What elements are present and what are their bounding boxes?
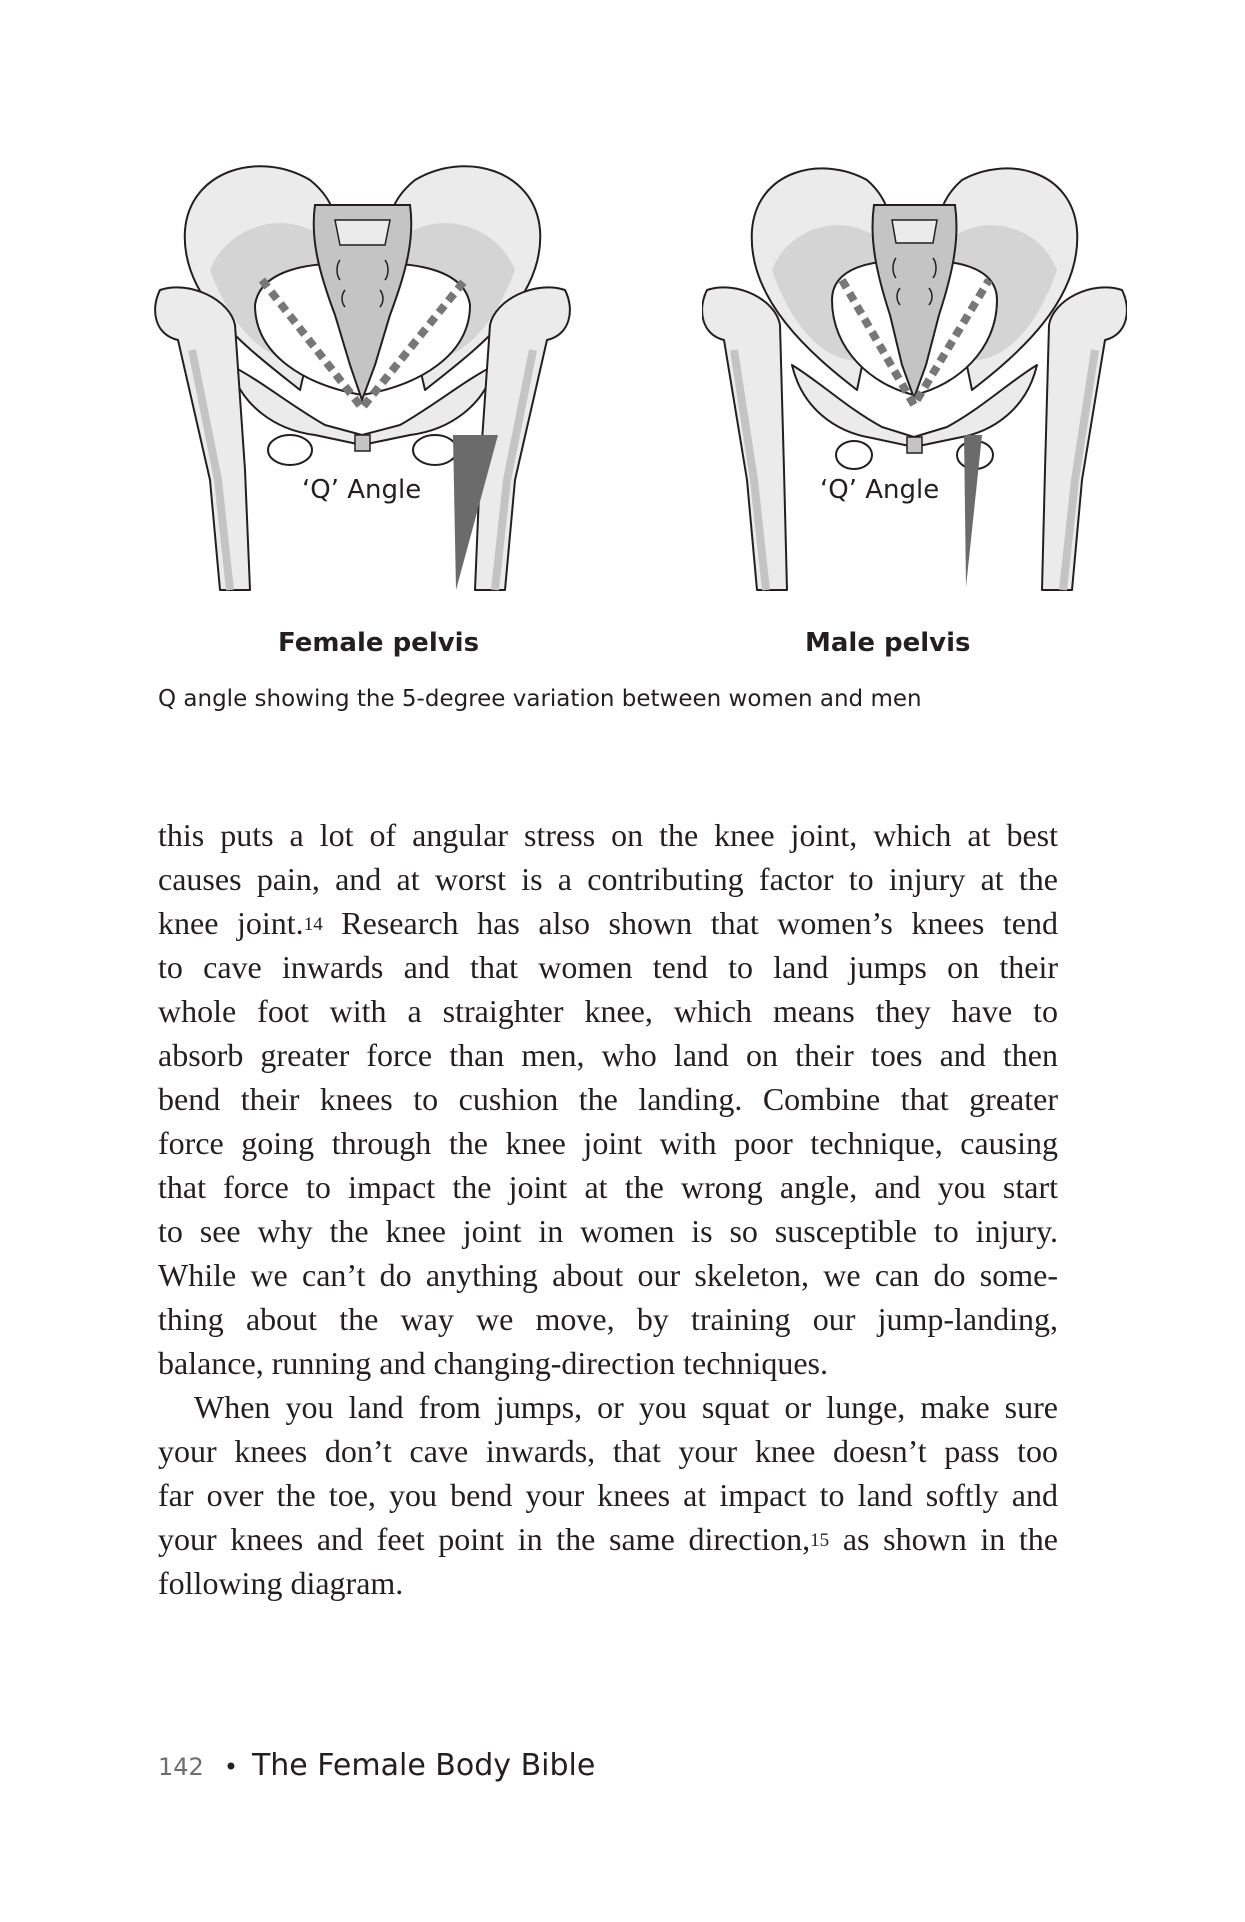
text-line: balance, running and changing-direction techniques. bbox=[158, 1345, 828, 1381]
text-line: whole foot with a straighter knee, which means they have to bbox=[158, 993, 1058, 1029]
page-footer bbox=[158, 1748, 595, 1783]
text-line: While we can’t do anything about our skeleton, we can do some- bbox=[158, 1257, 1058, 1293]
female-q-angle-label: ‘Q’ Angle bbox=[302, 475, 422, 505]
male-pelvis-title: Male pelvis bbox=[805, 628, 971, 658]
text-line: to cave inwards and that women tend to land jumps on their bbox=[158, 949, 1058, 985]
text-line: this puts a lot of angular stress on the knee joint, which at best bbox=[158, 817, 1058, 853]
text-line: absorb greater force than men, who land on their toes and then bbox=[158, 1037, 1058, 1073]
page-number: 142 bbox=[158, 1753, 204, 1781]
female-pelvis-figure bbox=[150, 150, 575, 605]
footnote-ref: 15 bbox=[810, 1530, 830, 1551]
text-line: following diagram. bbox=[158, 1565, 404, 1601]
male-q-angle-wedge bbox=[964, 435, 982, 587]
text-line: that force to impact the joint at the wrong angle, and you start bbox=[158, 1169, 1058, 1205]
female-pelvis-illustration bbox=[150, 150, 575, 605]
book-title: The Female Body Bible bbox=[251, 1748, 596, 1783]
male-pelvis-illustration bbox=[702, 150, 1127, 605]
text-line: force going through the knee joint with poor technique, causing bbox=[158, 1125, 1058, 1161]
footer-bullet: • bbox=[223, 1753, 238, 1781]
text-line: far over the toe, you bend your knees at impact to land softly and bbox=[158, 1477, 1058, 1513]
text-line: bend their knees to cushion the landing. Combine that greater bbox=[158, 1081, 1058, 1117]
text-line: knee joint.$^{14}$ Research has also shown that women’s knees tend bbox=[158, 905, 1059, 941]
text-line: When you land from jumps, or you squat or lunge, make sure bbox=[194, 1389, 1058, 1425]
female-pelvis-title: Female pelvis bbox=[278, 628, 480, 658]
figure-caption: Q angle showing the 5-degree variation between women and men bbox=[158, 686, 922, 712]
text-line: to see why the knee joint in women is so susceptible to injury. bbox=[158, 1213, 1058, 1249]
text-line: causes pain, and at worst is a contributing factor to injury at the bbox=[158, 861, 1058, 897]
text-line: your knees don’t cave inwards, that your knee doesn’t pass too bbox=[158, 1433, 1058, 1469]
body-text bbox=[158, 813, 1058, 1605]
male-q-angle-label: ‘Q’ Angle bbox=[820, 475, 940, 505]
text-line: your knees and feet point in the same direction,$^{15}$ as shown in the bbox=[158, 1521, 1058, 1557]
male-pelvis-figure bbox=[702, 150, 1127, 605]
text-line: thing about the way we move, by training our jump-landing, bbox=[158, 1301, 1058, 1337]
footnote-ref: 14 bbox=[303, 914, 323, 935]
